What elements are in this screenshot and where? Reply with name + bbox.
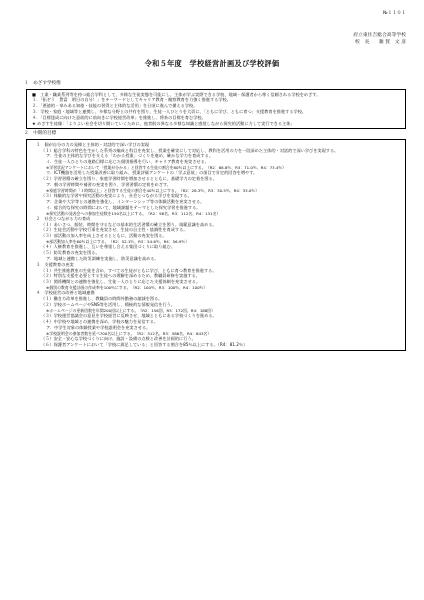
section-2-line: ア．企業や大学等との連携を強化し、インターンシップ等の体験活動を充実させる。	[46, 198, 205, 204]
section-1-heading: １ めざす学校像	[24, 81, 61, 87]
school-info	[18, 32, 406, 46]
section-1-line: ■ 工業・職業系列等を持つ総合学科として、多様な生徒実態を可能にし、主体が学ぶ実際できる学校、地域・保護者から尊く信頼される学校をめざす。	[32, 91, 321, 97]
section-2-line: （１）共生推進教室の生徒を含め、すべての生徒がともに学び、ともに育つ教育を推進する。	[41, 267, 217, 273]
section-2-line: （１）総合学科の特色を生かした系列の編成と科目を充実し、授業を確実にして対応し、教科を活用の力を一段深めた主体的・対話的で深い学びを実現する。	[41, 147, 339, 153]
section-2-line: （３）部活動の加入率を向上させるとともに、活動の充実を図る。	[41, 233, 167, 239]
section-2-line: ※部活動加入率を60％以上にする。（R2：52.1％、R3：54.6％、R4：56.9％）	[46, 239, 190, 245]
section-2-line: （２）学習習慣の確立を図り、家庭学習時間を増加させるとともに、基礎学力の定着を図る。	[41, 176, 217, 182]
section-2-line: ※家庭学習時間が「１時間以上」と回答する生徒の割合を40％以上にする。（R2：28.3％、R3：30.5％、R4：33.0％）	[46, 187, 260, 193]
section-2-line: ※学習状況アンケートにおいて「授業が分かる」と回答する生徒の割合を80％以上にする。（R2：68.8％、R3：71.0％、R4：73.4％）	[46, 164, 287, 170]
section-2-line: （６）保護者アンケートにおいて「学校に満足している」と回答する割合を85％以上にする。（R4：81.2％）	[41, 341, 248, 347]
section-2-line: ウ．ICT機器を活用した授業改善に取り組み、授業評価アンケートの「学ぶ意欲」の項目で肯定的回答を増やす。	[46, 170, 258, 176]
section-2-line: （３）学校運営協議会の意見を学校経営に反映させ、地域とともにある学校づくりを進める。	[41, 313, 217, 319]
section-1-line: ２．「悪徳的・奉みある知徳・技能の習得と主体的な活用」を日頃に進んで備える学校。	[32, 103, 198, 109]
section-2-line: ア．中学生対象の体験授業や学校説明会を充実させる。	[46, 324, 151, 330]
page-title: 令和５年度 学校経営計画及び学校評価	[144, 59, 280, 69]
section-2-line: （５）防災教育の充実を図る。	[41, 250, 100, 256]
section-2-line: １ 個が自分の力の発揮と主体的・対話的で深い学びの実現	[36, 141, 150, 147]
section-1-line: ★ めざす生徒像：「よりよい社会を切り開いていくために、他者般の異なる多様な知識と感覚しながら探究的活動に力して実行できる主体」	[32, 120, 295, 126]
section-2-line: ア．地域と連携した防災訓練を実施し、防災意識を高める。	[46, 256, 159, 262]
section-2-line: ４ 学校経営の改善と地域連携	[36, 290, 95, 296]
section-2-line: ※探究活動の発表会への参加生徒数を150名以上にする。（R2：98名、R3：112名、R4：131名）	[46, 210, 221, 216]
section-1-line: ３．学校・家庭・地域等と連携し、多様な分野との共有を図り、生徒一人ひとりを大切に、「ともに学び、ともに育つ」支援教育を推進する学校。	[32, 109, 307, 115]
section-2-line: ア．朝の学習時間や補習の充実を図り、学習習慣の定着をめざす。	[46, 181, 171, 187]
section-2-line: （２）学校ホームページやSNS等を活用し、積極的な情報発信を行う。	[41, 302, 175, 308]
section-2-line: ２ 社会とつながる力の育成	[36, 215, 91, 221]
section-1-line: １．「拓ぞう 豊富 明日の自分！」をキーワードとしてキャリア教育・観察教育を力強く推進する学校。	[32, 97, 231, 103]
section-2-line: （１）あいさつ、服装、時間を守るなどの基本的生活習慣の確立を図り、規範意識を高める。	[41, 221, 217, 227]
school-name: 府立東住吉総合高等学校	[353, 33, 406, 38]
section-2-line: （３）関係機関との連携を強化し、生徒一人ひとりに応じた支援体制を充実させる。	[41, 279, 201, 285]
document-number: №１１０１	[382, 11, 406, 16]
principal-name: 校 長 雑 賀 文 彦	[354, 40, 406, 46]
section-2-line: （２）生徒会活動や学校行事を充実させ、生徒の自主性・協調性を育成する。	[41, 227, 188, 233]
section-1-box	[26, 89, 406, 130]
section-2-line: （３）体験的な学習や探究活動の充実により、社会とつながる学びを実現する。	[41, 193, 192, 199]
section-2-heading: ２ 中期的目標	[24, 131, 57, 137]
section-2-line: イ．生徒一人ひとりの進路目標に応じた個別指導を行い、キャリア教育を充実させる。	[46, 159, 209, 165]
section-2-box	[26, 139, 406, 351]
section-2-line: ※個別の教育支援計画の作成率を100％にする。（R2：100％、R3：100％、R4：100％）	[46, 285, 208, 291]
section-2-line: ア．生徒の主体的な学びを支える「わかる授業」づくりを進め、確かな学力を育成する。	[46, 153, 214, 159]
section-2-line: （４）中学校や地域との連携を深め、学校の魅力を発信する。	[41, 319, 159, 325]
section-2-line: ※学校説明会の参加者数を延べ700名以上にする。（R2：512名、R3：586名、R4：643名）	[46, 330, 212, 336]
section-2-line: （１）働き方改革を推進し、教職員の時間外勤務の縮減を図る。	[41, 296, 163, 302]
section-2-line: ３ 支援教育の充実	[36, 261, 74, 267]
section-1-line: ４．「目標達成に向けた意欲的に前向きに学校経営改革」を推進し、将来の目標を育む学校。	[32, 114, 206, 120]
section-2-line: （５）安全・安心な学校づくりに向け、施設・設備の点検と改善を計画的に行う。	[41, 336, 196, 341]
section-2-line: （２）特別な支援を必要とする生徒への理解を深めるため、教職員研修を実施する。	[41, 273, 200, 279]
section-2-line: イ．総合的な探究の時間において、地域課題をテーマとした探究学習を推進する。	[46, 204, 201, 210]
section-2-line: （４）人権教育を推進し、互いを尊重し合える集団づくりに取り組む。	[41, 244, 176, 250]
section-2-line: ※ホームページの更新回数を年間200回以上にする。（R2：156回、R3：172回、R4：188回）	[46, 307, 216, 313]
